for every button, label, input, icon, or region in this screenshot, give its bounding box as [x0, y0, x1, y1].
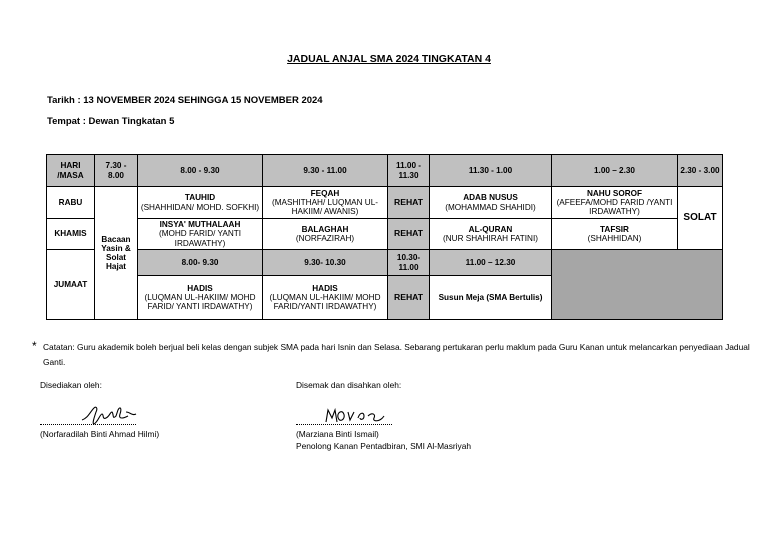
- verified-by-role: Penolong Kanan Pentadbiran, SMI Al-Masriyah: [296, 441, 472, 451]
- note-asterisk: *: [32, 339, 37, 353]
- header-time-4: 11.00 - 11.30: [388, 155, 430, 187]
- signature-left-line: [40, 424, 136, 425]
- row-khamis: [47, 219, 723, 250]
- rabu-rehat: REHAT: [388, 187, 430, 219]
- verified-by-name: (Marziana Binti Ismail): [296, 429, 379, 439]
- header-time-7: 2.30 - 3.00: [678, 155, 723, 187]
- row-jumaat-times: [47, 250, 723, 276]
- header-time-1: 7.30 - 8.00: [95, 155, 138, 187]
- timetable: [46, 154, 723, 320]
- prepared-by-label: Disediakan oleh:: [40, 380, 102, 390]
- rabu-slot-1: TAUHID (SHAHHIDAN/ MOHD. SOFKHI): [138, 187, 263, 219]
- bacaan-yasin-cell: Bacaan Yasin & Solat Hajat: [95, 187, 138, 320]
- header-time-5: 11.30 - 1.00: [430, 155, 552, 187]
- verified-by-label: Disemak dan disahkan oleh:: [296, 380, 402, 390]
- jumaat-time-1: 8.00- 9.30: [138, 250, 263, 276]
- rabu-slot-4: NAHU SOROF (AFEEFA/MOHD FARID /YANTI IRDAWATHY): [552, 187, 678, 219]
- jumaat-slot-3: Susun Meja (SMA Bertulis): [430, 276, 552, 320]
- signature-right-mark: [322, 404, 392, 426]
- header-time-6: 1.00 – 2.30: [552, 155, 678, 187]
- header-time-2: 8.00 - 9.30: [138, 155, 263, 187]
- note: [32, 340, 752, 369]
- solat-cell: SOLAT: [678, 187, 723, 250]
- date-line: Tarikh : 13 NOVEMBER 2024 SEHINGGA 15 NOVEMBER 2024: [47, 95, 323, 106]
- document-title: JADUAL ANJAL SMA 2024 TINGKATAN 4: [287, 53, 491, 65]
- note-text: Catatan: Guru akademik boleh berjual beli kelas dengan subjek SMA pada hari Isnin dan Selasa. Sebarang pertukaran perlu maklum pada Guru Kanan untuk melancarkan penyediaan Jadual Ganti.: [43, 342, 750, 367]
- jumaat-blank-cell: [552, 250, 723, 320]
- header-row: [47, 155, 723, 187]
- khamis-rehat: REHAT: [388, 219, 430, 250]
- jumaat-slot-1: HADIS (LUQMAN UL-HAKIIM/ MOHD FARID/ YANTI IRDAWATHY): [138, 276, 263, 320]
- jumaat-time-4: 11.00 – 12.30: [430, 250, 552, 276]
- jumaat-slot-2: HADIS (LUQMAN UL-HAKIIM/ MOHD FARID/YANTI IRDAWATHY): [263, 276, 388, 320]
- rabu-slot-3: ADAB NUSUS (MOHAMMAD SHAHIDI): [430, 187, 552, 219]
- day-rabu: RABU: [47, 187, 95, 219]
- khamis-slot-2: BALAGHAH (NORFAZIRAH): [263, 219, 388, 250]
- khamis-slot-1: INSYA' MUTHALAAH (MOHD FARID/ YANTI IRDAWATHY): [138, 219, 263, 250]
- prepared-by-name: (Norfaradilah Binti Ahmad Hilmi): [40, 429, 160, 439]
- jumaat-time-2: 9.30- 10.30: [263, 250, 388, 276]
- header-time-3: 9.30 - 11.00: [263, 155, 388, 187]
- jumaat-time-3: 10.30- 11.00: [388, 250, 430, 276]
- jumaat-rehat: REHAT: [388, 276, 430, 320]
- rabu-slot-2: FEQAH (MASHITHAH/ LUQMAN UL-HAKIIM/ AWANIS): [263, 187, 388, 219]
- day-jumaat: JUMAAT: [47, 250, 95, 320]
- khamis-slot-4: TAFSIR (SHAHHIDAN): [552, 219, 678, 250]
- khamis-slot-3: AL-QURAN (NUR SHAHIRAH FATINI): [430, 219, 552, 250]
- header-hari-masa: HARI /MASA: [47, 155, 95, 187]
- row-rabu: [47, 187, 723, 219]
- venue-line: Tempat : Dewan Tingkatan 5: [47, 116, 175, 127]
- signature-right-line: [296, 424, 392, 425]
- day-khamis: KHAMIS: [47, 219, 95, 250]
